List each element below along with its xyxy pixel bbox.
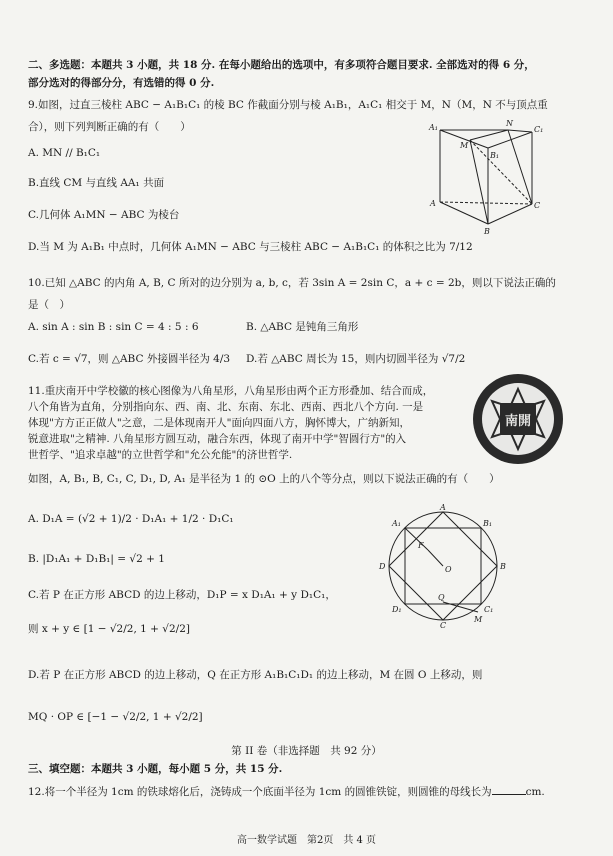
q10-option-d: D.若 △ABC 周长为 15，则内切圆半径为 √7/2 [246,353,466,365]
q11-option-a: A. D₁A = (√2 + 1)/2 · D₁A₁ + 1/2 · D₁C₁ [28,513,234,525]
label-c: C [534,201,541,210]
q11-para-4: 锐意进取"之精神. 八角星形方圆互动，融合东西，体现了南开中学"智圆行方"的入 [28,433,407,445]
part2-title: 第 II 卷（非选择题 共 92 分） [231,745,382,757]
q12-unit: cm. [525,786,545,798]
q10-stem-cont: 是（ ） [28,299,70,311]
label-a: A [440,504,446,512]
q11-option-b: B. |D₁A₁ + D₁B₁| = √2 + 1 [28,553,165,565]
label-b1: B₁ [483,519,493,528]
q10-option-c: C.若 c = √7，则 △ABC 外接圆半径为 4/3 [28,353,231,365]
label-m: M [474,615,483,624]
q9-option-b: B.直线 CM 与直线 AA₁ 共面 [28,177,165,189]
q11-para-1: 11.重庆南开中学校徽的核心图像为八角星形，八角星形由两个正方形叠加、结合而成， [28,385,434,397]
q9-stem-cont: 合），则下列判断正确的有（ ） [28,121,191,133]
badge-text: 南開 [504,414,532,429]
q9-option-a: A. MN // B₁C₁ [28,147,101,159]
page-footer: 高一数学试题 第2页 共 4 页 [236,835,377,846]
q9-option-d: D.当 M 为 A₁B₁ 中点时，几何体 A₁MN − ABC 与三棱柱 ABC − A₁B₁C₁ 的体积之比为 7/12 [28,241,473,253]
q10-option-a: A. sin A : sin B : sin C = 4 : 5 : 6 [28,321,199,333]
label-c1: C₁ [534,125,544,134]
label-d: D [379,562,386,571]
label-q: Q [438,593,445,602]
q11-stem: 如图，A, B₁, B, C₁, C, D₁, D, A₁ 是半径为 1 的 ⊙O 上的八个等分点，则以下说法正确的有（ ） [28,473,500,485]
label-n: N [506,119,513,128]
q11-para-5: 世哲学、"追求卓越"的立世哲学和"允公允能"的济世哲学. [28,449,293,461]
label-m: M [460,141,469,150]
label-o: O [445,565,452,574]
q11-option-d-range: MQ · OP ∈ [−1 − √2/2, 1 + √2/2] [28,711,203,723]
label-a: A [430,199,436,208]
q11-option-c-range: 则 x + y ∈ [1 − √2/2, 1 + √2/2] [28,623,190,635]
q12-stem [28,784,545,799]
prism-figure [428,118,548,238]
q9-option-c: C.几何体 A₁MN − ABC 为棱台 [28,209,180,221]
section2-title: 二、多选题：本题共 3 小题，共 18 分. 在每小题给出的选项中，有多项符合题目要求. 全部选对的得 6 分， [28,59,535,71]
q12-answer-blank[interactable] [492,784,526,795]
q11-para-2: 八个角皆为直角，分别指向东、西、南、北、东南、东北、西南、西北八个方向. 一是 [28,401,424,413]
q11-option-d: D.若 P 在正方形 ABCD 的边上移动，Q 在正方形 A₁B₁C₁D₁ 的边上移动，M 在圆 O 上移动，则 [28,669,483,681]
octagon-circle-figure [368,504,518,630]
label-a1: A₁ [429,123,438,132]
label-c: C [440,621,447,630]
school-badge-logo [464,372,572,466]
q10-stem: 10.已知 △ABC 的内角 A, B, C 所对的边分别为 a, b, c，若 3sin A = 2sin C，a + c = 2b，则以下说法正确的 [28,277,556,289]
section2-title-cont: 部分选对的得部分分，有选错的得 0 分. [28,77,215,89]
q11-option-c: C.若 P 在正方形 ABCD 的边上移动，D₁P = x D₁A₁ + y D₁C₁， [28,589,336,601]
q12-stem-text: 12.将一个半径为 1cm 的铁球熔化后，浇铸成一个底面半径为 1cm 的圆锥铁锭，则圆锥的母线长为 [28,786,492,798]
q11-para-3: 体现"方方正正做人"之意，二是体现南开人"面向四面八方，胸怀博大，广纳新知， [28,417,410,429]
q9-stem: 9.如图，过直三棱柱 ABC − A₁B₁C₁ 的棱 BC 作截面分别与棱 A₁B₁，A₁C₁ 相交于 M，N（M，N 不与顶点重 [28,99,548,111]
label-d1: D₁ [392,605,402,614]
label-f: F [418,541,424,550]
q10-option-b: B. △ABC 是钝角三角形 [246,321,359,333]
label-b: B [484,227,490,236]
section3-title: 三、填空题：本题共 3 小题，每小题 5 分，共 15 分. [28,763,283,775]
label-a1: A₁ [392,519,401,528]
label-b1: B₁ [490,151,500,160]
label-b: B [500,562,506,571]
label-c1: C₁ [484,605,494,614]
